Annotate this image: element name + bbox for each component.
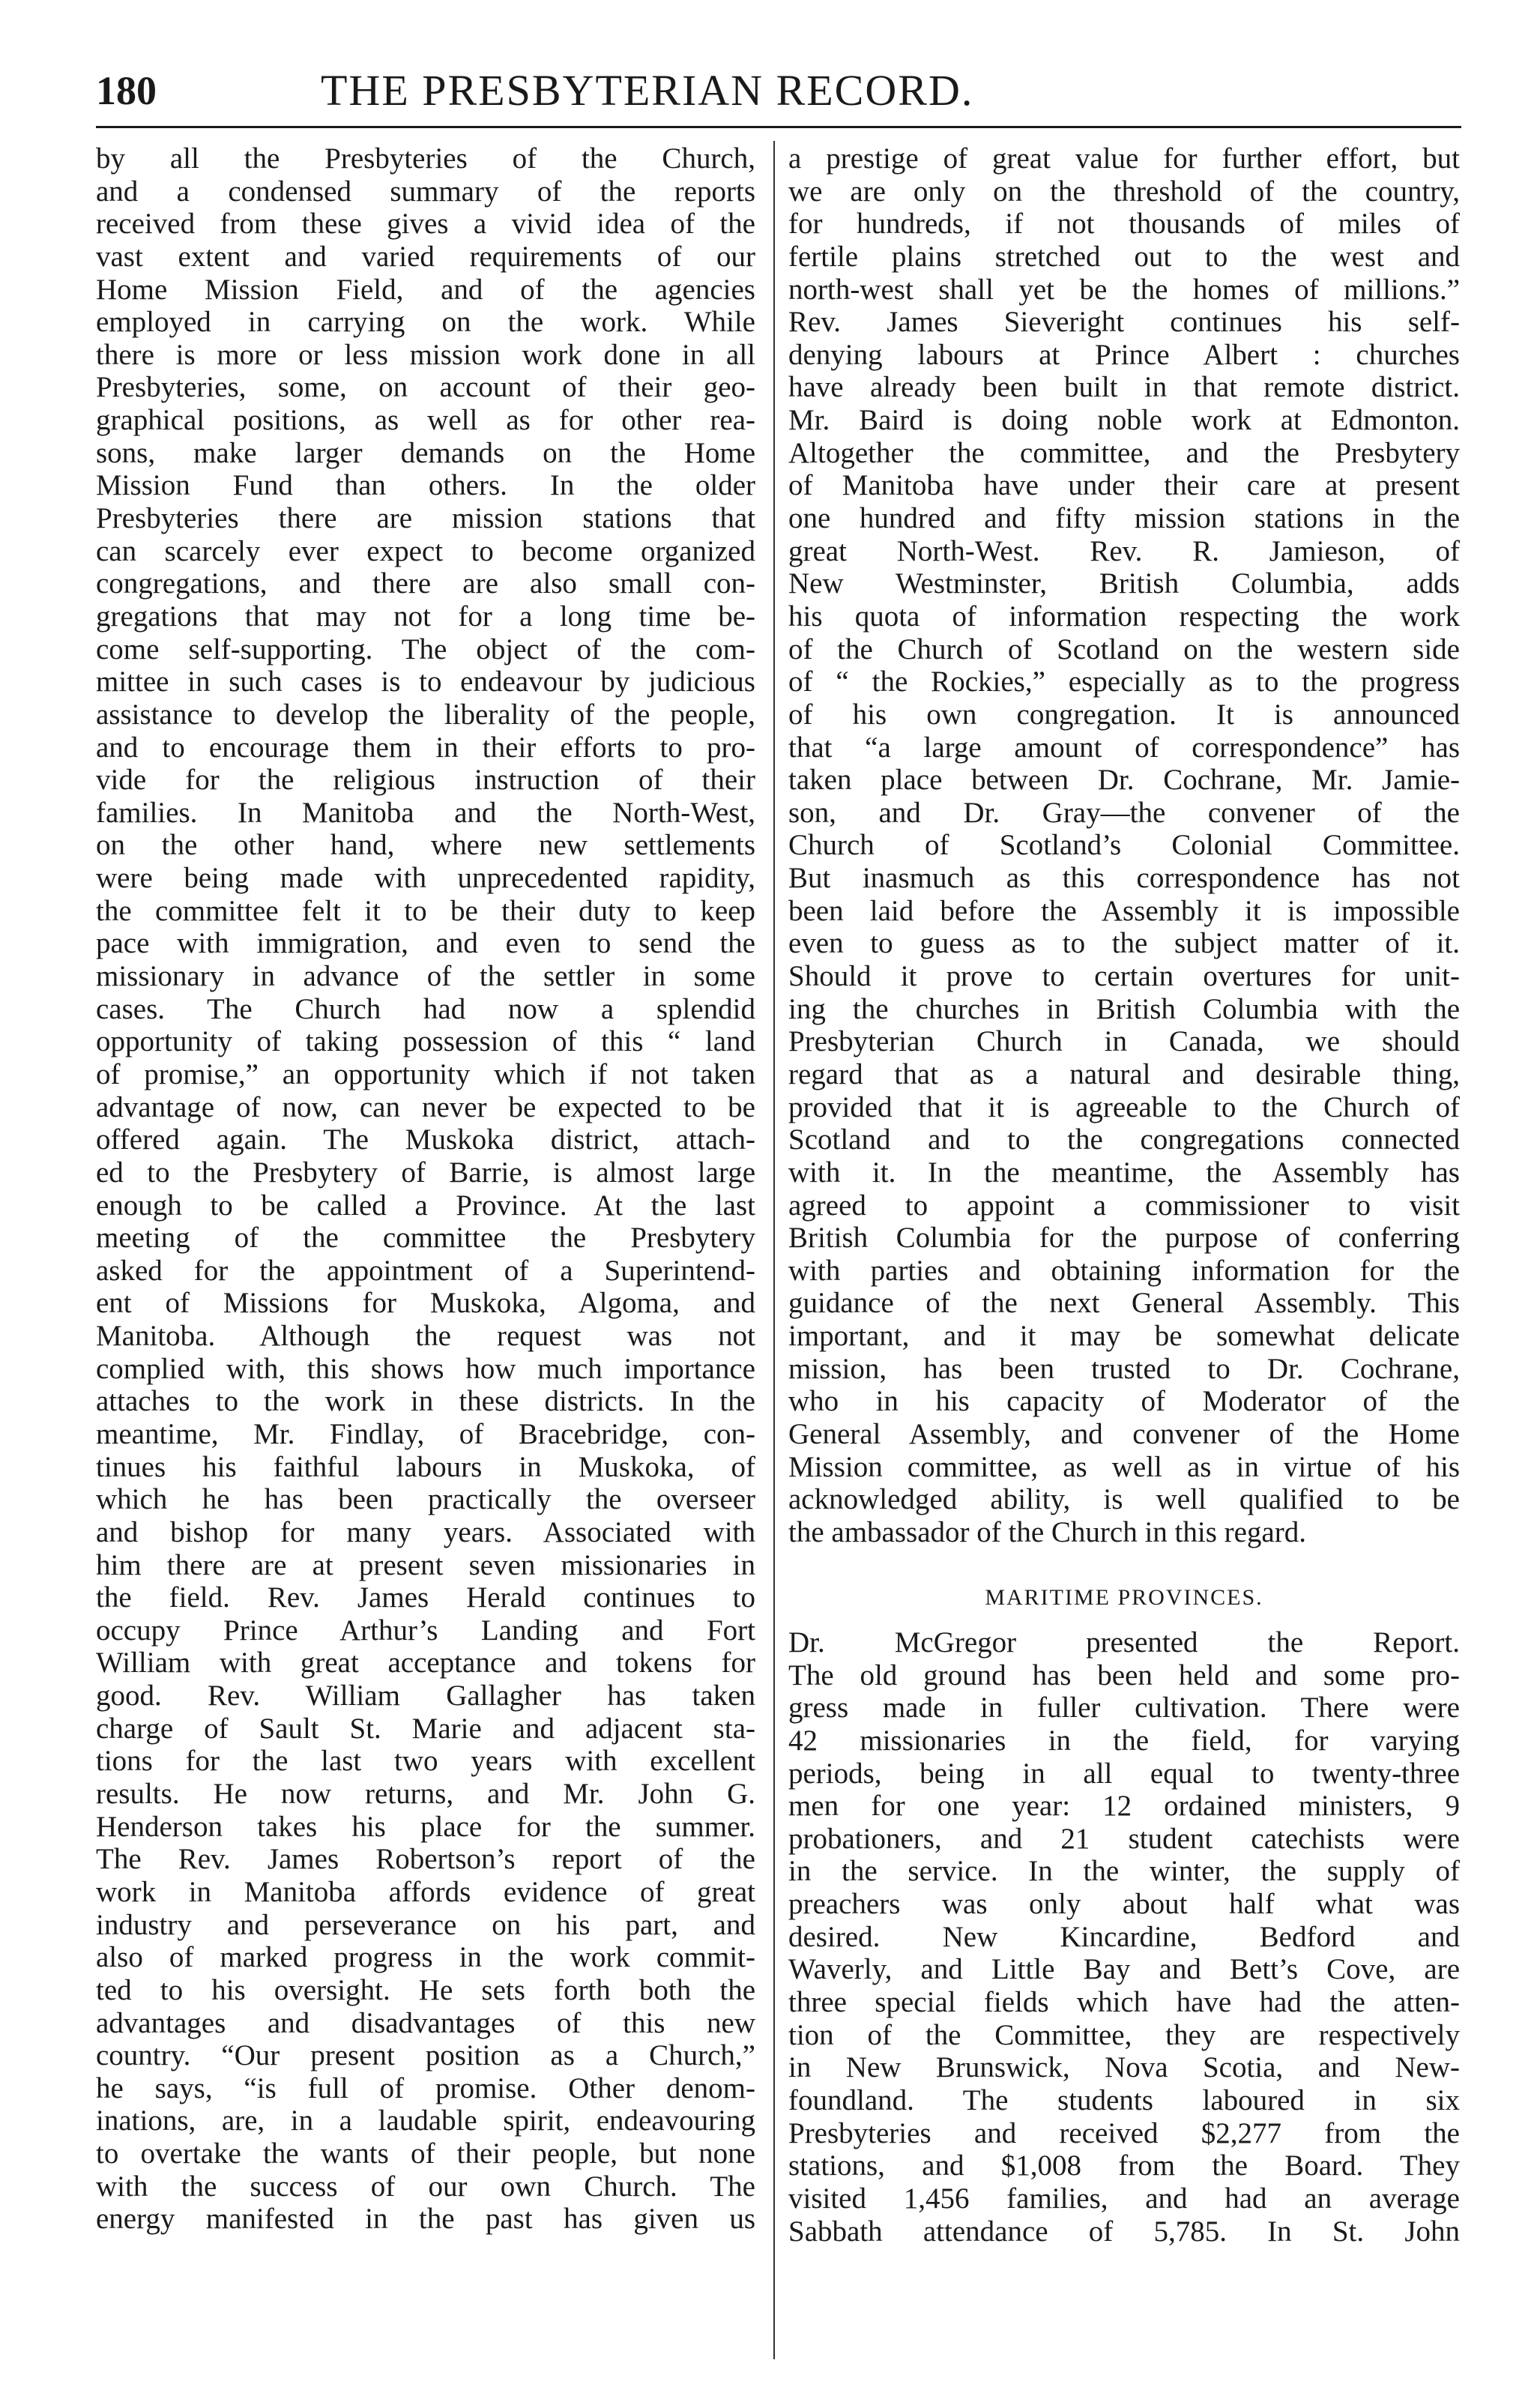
text-line: were being made with unprecedented rapidity, [96, 862, 755, 895]
text-line: asked for the appointment of a Superintend- [96, 1254, 755, 1287]
running-head [96, 57, 1460, 124]
text-line: tion of the Committee, they are respectively [788, 2018, 1460, 2051]
text-line: 42 missionaries in the field, for varying [788, 1724, 1460, 1757]
text-line: offered again. The Muskoka district, attach- [96, 1123, 755, 1156]
text-line: mission, has been trusted to Dr. Cochrane, [788, 1352, 1460, 1385]
text-line: occupy Prince Arthur’s Landing and Fort [96, 1614, 755, 1647]
text-line: congregations, and there are also small con- [96, 567, 755, 600]
text-line: to overtake the wants of their people, but none [96, 2137, 755, 2170]
text-line: son, and Dr. Gray—the convener of the [788, 796, 1460, 829]
text-line: charge of Sault St. Marie and adjacent sta- [96, 1712, 755, 1745]
text-line: also of marked progress in the work commit- [96, 1941, 755, 1974]
text-line: British Columbia for the purpose of conferring [788, 1222, 1460, 1255]
text-line: work in Manitoba affords evidence of great [96, 1875, 755, 1908]
text-line: in New Brunswick, Nova Scotia, and New- [788, 2051, 1460, 2084]
text-line: Presbyterian Church in Canada, we should [788, 1025, 1460, 1058]
text-line: agreed to appoint a commissioner to visit [788, 1189, 1460, 1222]
text-line: advantages and disadvantages of this new [96, 2006, 755, 2039]
text-line: meantime, Mr. Findlay, of Bracebridge, con- [96, 1417, 755, 1450]
text-line: Altogether the committee, and the Presbytery [788, 436, 1460, 469]
text-line: Presbyteries and received $2,277 from the [788, 2116, 1460, 2149]
text-line: inations, are, in a laudable spirit, endeavouring [96, 2104, 755, 2137]
text-line: desired. New Kincardine, Bedford and [788, 1920, 1460, 1953]
text-line: mittee in such cases is to endeavour by judicious [96, 666, 755, 698]
text-line: acknowledged ability, is well qualified to be [788, 1483, 1460, 1516]
text-line: The Rev. James Robertson’s report of the [96, 1843, 755, 1876]
text-line: denying labours at Prince Albert : churches [788, 338, 1460, 371]
text-line: the ambassador of the Church in this regard. [788, 1515, 1306, 1548]
text-line: by all the Presbyteries of the Church, [96, 142, 755, 175]
text-line: Dr. McGregor presented the Report. [788, 1626, 1460, 1659]
text-line: country. “Our present position as a Church,” [96, 2039, 755, 2072]
text-line: with the success of our own Church. The [96, 2170, 755, 2203]
text-line: stations, and $1,008 from the Board. They [788, 2149, 1460, 2182]
text-line: for hundreds, if not thousands of miles of [788, 208, 1460, 241]
column-divider [773, 141, 775, 2359]
text-line: a prestige of great value for further effort, but [788, 142, 1460, 175]
text-line: have already been built in that remote district. [788, 371, 1460, 404]
text-line: cases. The Church had now a splendid [96, 992, 755, 1025]
text-line: been laid before the Assembly it is impossible [788, 894, 1460, 927]
text-line: good. Rev. William Gallagher has taken [96, 1680, 755, 1713]
text-line: even to guess as to the subject matter of it. [788, 927, 1460, 960]
page-number: 180 [96, 68, 157, 113]
text-line: gregations that may not for a long time be- [96, 600, 755, 633]
text-line: The old ground has been held and some pro- [788, 1659, 1460, 1692]
text-line: employed in carrying on the work. While [96, 306, 755, 339]
text-line: of “ the Rockies,” especially as to the progress [788, 666, 1460, 698]
text-line: tions for the last two years with excellent [96, 1745, 755, 1778]
text-line: great North-West. Rev. R. Jamieson, of [788, 534, 1460, 567]
text-line: Presbyteries, some, on account of their geo- [96, 371, 755, 404]
text-line: important, and it may be somewhat delicate [788, 1320, 1460, 1353]
text-line: William with great acceptance and tokens for [96, 1647, 755, 1680]
text-line: there is more or less mission work done in all [96, 338, 755, 371]
text-line: Waverly, and Little Bay and Bett’s Cove, are [788, 1953, 1460, 1986]
text-line: come self-supporting. The object of the com- [96, 633, 755, 666]
text-line: vast extent and varied requirements of our [96, 240, 755, 273]
text-line: New Westminster, British Columbia, adds [788, 567, 1460, 600]
text-line: enough to be called a Province. At the last [96, 1189, 755, 1222]
text-line: results. He now returns, and Mr. John G. [96, 1778, 755, 1811]
text-line: ent of Missions for Muskoka, Algoma, and [96, 1287, 755, 1320]
text-line: energy manifested in the past has given us [96, 2203, 755, 2236]
text-line: Mission Fund than others. In the older [96, 469, 755, 502]
text-line: guidance of the next General Assembly. This [788, 1287, 1460, 1320]
text-line: Should it prove to certain overtures for unit- [788, 960, 1460, 993]
text-line: him there are at present seven missionaries in [96, 1548, 755, 1581]
text-line: the committee felt it to be their duty to keep [96, 894, 755, 927]
text-line: received from these gives a vivid idea of the [96, 208, 755, 241]
text-line: assistance to develop the liberality of the people, [96, 698, 755, 731]
text-line: men for one year: 12 ordained ministers, 9 [788, 1790, 1460, 1823]
text-line: regard that as a natural and desirable thing, [788, 1057, 1460, 1090]
text-line: provided that it is agreeable to the Church of [788, 1090, 1460, 1123]
text-line: visited 1,456 families, and had an average [788, 2182, 1460, 2215]
text-line: of Manitoba have under their care at present [788, 469, 1460, 502]
text-line: advantage of now, can never be expected to be [96, 1090, 755, 1123]
right-column-lower [788, 1626, 1460, 2248]
text-line: in the service. In the winter, the supply of [788, 1855, 1460, 1888]
header-rule [96, 126, 1461, 128]
journal-title: THE PRESBYTERIAN RECORD. [321, 66, 974, 115]
text-line: Henderson takes his place for the summer. [96, 1810, 755, 1843]
text-line: tinues his faithful labours in Muskoka, of [96, 1450, 755, 1483]
section-heading: MARITIME PROVINCES. [985, 1585, 1263, 1610]
text-line: ted to his oversight. He sets forth both the [96, 1973, 755, 2006]
right-column [788, 142, 1460, 1549]
text-line: Home Mission Field, and of the agencies [96, 273, 755, 306]
text-line: on the other hand, where new settlements [96, 829, 755, 862]
text-line: with parties and obtaining information for the [788, 1254, 1460, 1287]
text-line: his quota of information respecting the work [788, 600, 1460, 633]
text-line: opportunity of taking possession of this “ land [96, 1025, 755, 1058]
text-line: one hundred and fifty mission stations in the [788, 502, 1460, 535]
text-line: meeting of the committee the Presbytery [96, 1222, 755, 1255]
text-line: the field. Rev. James Herald continues to [96, 1581, 755, 1614]
text-line: with it. In the meantime, the Assembly has [788, 1156, 1460, 1189]
text-line: Scotland and to the congregations connected [788, 1123, 1460, 1156]
text-line: of the Church of Scotland on the western side [788, 633, 1460, 666]
text-line: periods, being in all equal to twenty-three [788, 1757, 1460, 1790]
text-line: attaches to the work in these districts. In the [96, 1385, 755, 1418]
text-line: he says, “is full of promise. Other denom- [96, 2071, 755, 2104]
text-line: Church of Scotland’s Colonial Committee. [788, 829, 1460, 862]
text-line: Presbyteries there are mission stations that [96, 502, 755, 535]
text-line: and bishop for many years. Associated with [96, 1515, 755, 1548]
text-line: complied with, this shows how much importance [96, 1352, 755, 1385]
text-line: taken place between Dr. Cochrane, Mr. Jamie- [788, 764, 1460, 797]
text-line: families. In Manitoba and the North-West, [96, 796, 755, 829]
text-line: we are only on the threshold of the country, [788, 175, 1460, 208]
text-line: Mr. Baird is doing noble work at Edmonton. [788, 404, 1460, 437]
text-line: General Assembly, and convener of the Home [788, 1417, 1460, 1450]
text-line: preachers was only about half what was [788, 1888, 1460, 1921]
text-line: and to encourage them in their efforts to pro- [96, 731, 755, 764]
text-line: probationers, and 21 student catechists were [788, 1822, 1460, 1855]
text-line: foundland. The students laboured in six [788, 2083, 1460, 2116]
text-line: gress made in fuller cultivation. There were [788, 1692, 1460, 1724]
text-line: Mission committee, as well as in virtue of his [788, 1450, 1460, 1483]
text-line: ed to the Presbytery of Barrie, is almost large [96, 1156, 755, 1189]
text-line: north-west shall yet be the homes of millions.” [788, 273, 1460, 306]
text-line: sons, make larger demands on the Home [96, 436, 755, 469]
text-line: can scarcely ever expect to become organized [96, 534, 755, 567]
text-line: of promise,” an opportunity which if not taken [96, 1057, 755, 1090]
text-line: and a condensed summary of the reports [96, 175, 755, 208]
text-line: fertile plains stretched out to the west and [788, 240, 1460, 273]
text-line: which he has been practically the overseer [96, 1483, 755, 1516]
text-line: missionary in advance of the settler in some [96, 960, 755, 993]
text-line: graphical positions, as well as for other rea- [96, 404, 755, 437]
text-line: vide for the religious instruction of their [96, 764, 755, 797]
text-line: three special fields which have had the atten- [788, 1986, 1460, 2019]
text-line: But inasmuch as this correspondence has not [788, 862, 1460, 895]
text-line: pace with immigration, and even to send the [96, 927, 755, 960]
text-line: of his own congregation. It is announced [788, 698, 1460, 731]
text-line: industry and perseverance on his part, and [96, 1908, 755, 1941]
text-line: Sabbath attendance of 5,785. In St. John [788, 2215, 1460, 2248]
text-line: ing the churches in British Columbia with the [788, 992, 1460, 1025]
text-line: who in his capacity of Moderator of the [788, 1385, 1460, 1418]
text-line: Manitoba. Although the request was not [96, 1320, 755, 1353]
text-line: Rev. James Sieveright continues his self- [788, 306, 1460, 339]
text-line: that “a large amount of correspondence” has [788, 731, 1460, 764]
left-column [96, 142, 755, 2236]
